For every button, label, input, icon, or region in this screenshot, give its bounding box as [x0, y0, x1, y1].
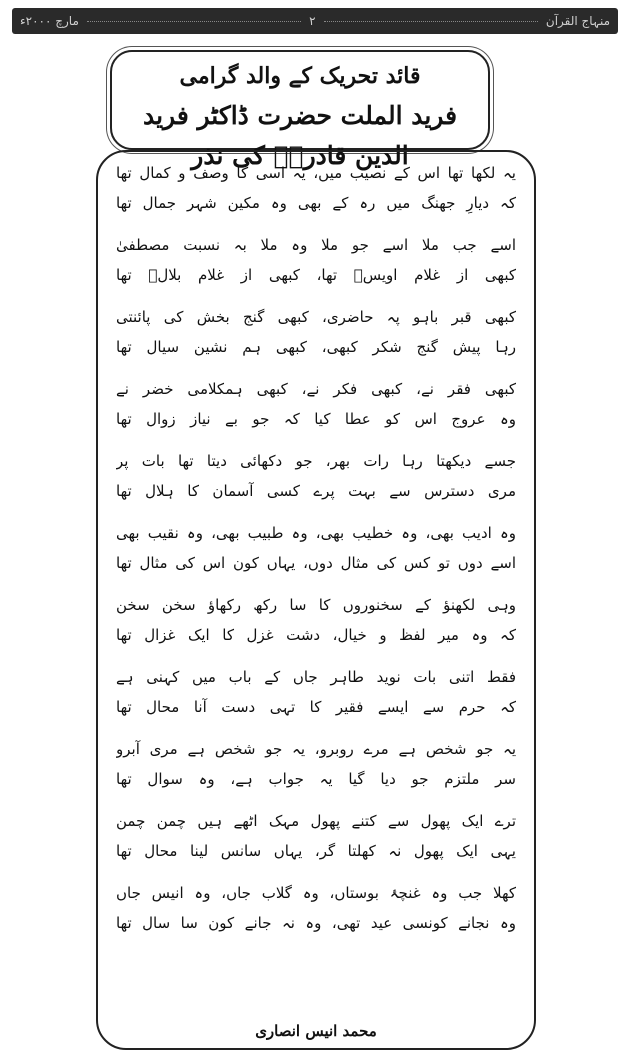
- poem-line: کبھی از غلام اویسؓ تھا، کبھی از غلام بلالؓ تھا: [116, 266, 516, 284]
- poem-line: سر ملتزم جو دیا گیا یہ جواب ہے، وہ سوال تھا: [116, 770, 516, 788]
- poem-line: اسے جب ملا اسے جو ملا وہ ملا بہ نسبت مصطفیٰ: [116, 236, 516, 254]
- poem-line: کہ وہ میر لفظ و خیال، دشت غزل کا ایک غزال تھا: [116, 626, 516, 644]
- poem-line: یہ لکھا تھا اس کے نصیب میں، یہ اسی کا وصف و کمال تھا: [116, 164, 516, 182]
- poem-lines: [116, 158, 516, 938]
- poem-line: ترے ایک پھول سے کتنے پھول مہک اٹھے ہیں چمن چمن: [116, 812, 516, 830]
- poem-line: وہ نجانے کونسی عید تھی، وہ نہ جانے کون سا سال تھا: [116, 914, 516, 932]
- magazine-name: منہاج القرآن: [545, 14, 610, 28]
- poem-line: کہ دیارِ جھنگ میں رہ کے بھی وہ مکین شہر جمال تھا: [116, 194, 516, 212]
- page-header: [12, 8, 618, 34]
- poem-line: وہ عروج اس کو عطا کیا کہ جو بے نیاز زوال تھا: [116, 410, 516, 428]
- poem-line: وہ ادیب بھی، وہ خطیب بھی، وہ طبیب بھی، وہ نقیب بھی: [116, 524, 516, 542]
- title-box: [110, 50, 490, 170]
- title-line-2: فرید الملت حضرت ڈاکٹر فرید الدین قادریؒ کی نذر: [142, 101, 458, 170]
- title-line-1: قائد تحریک کے والد گرامی: [179, 63, 421, 89]
- poet-signature: محمد انیس انصاری: [255, 1022, 377, 1040]
- poem-line: کبھی قبر باہو پہ حاضری، کبھی گنج بخش کی پائنتی: [116, 308, 516, 326]
- poem-line: یہ جو شخص ہے مرے روبرو، یہ جو شخص ہے مری آبرو: [116, 740, 516, 758]
- poem-line: مری دسترس سے بہت پرے کسی آسمان کا ہلال تھا: [116, 482, 516, 500]
- poem-line: فقط اتنی بات نوید طاہر جاں کے باب میں کہنی ہے: [116, 668, 516, 686]
- poem-box: [96, 150, 536, 1050]
- poem-line: کہ حرم سے ایسے فقیر کا تہی دست آنا محال تھا: [116, 698, 516, 716]
- poem-line: وہی لکھنؤ کے سخنوروں کا سا رکھ رکھاؤ سخن سخن: [116, 596, 516, 614]
- header-divider: [324, 20, 538, 22]
- poem-line: اسے دوں تو کس کی مثال دوں، یہاں کون اس کی مثال تھا: [116, 554, 516, 572]
- poem-line: کھلا جب وہ غنچۂ بوستاں، وہ گلاب جاں، وہ انیس جاں: [116, 884, 516, 902]
- poem-line: جسے دیکھتا رہا رات بھر، جو دکھائی دیتا تھا بات پر: [116, 452, 516, 470]
- page-number: ۲: [309, 14, 316, 28]
- poem-line: رہا پیش گنج شکر کبھی، کبھی ہم نشین سیال تھا: [116, 338, 516, 356]
- header-divider-2: [87, 20, 301, 22]
- poem-line: کبھی فقر نے، کبھی فکر نے، کبھی ہمکلامی خضر نے: [116, 380, 516, 398]
- poem-line: یہی ایک پھول نہ کھلتا گر، یہاں سانس لینا محال تھا: [116, 842, 516, 860]
- issue-date: مارچ ۲۰۰۰ء: [20, 14, 79, 28]
